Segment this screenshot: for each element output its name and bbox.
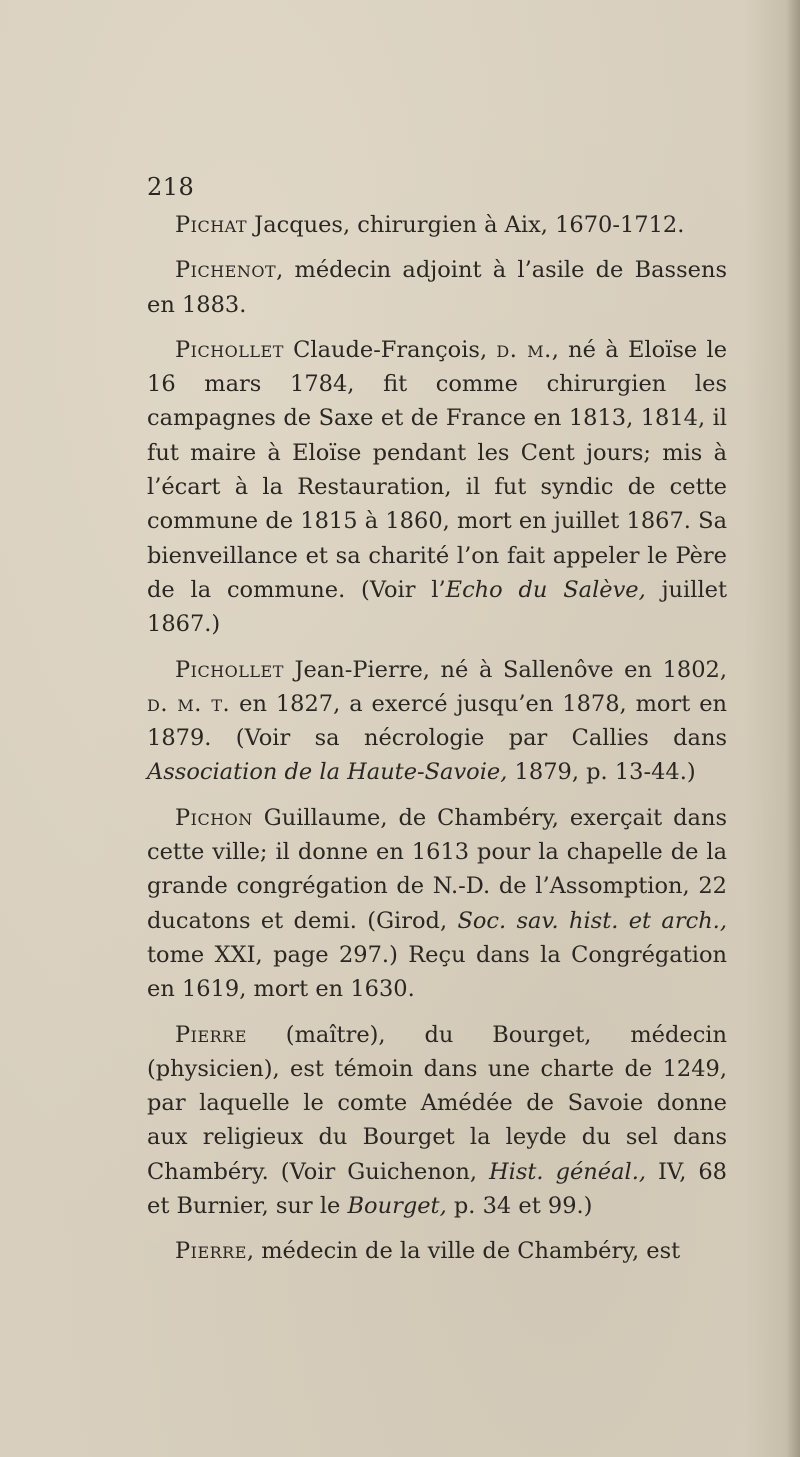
entry-name: Pierre bbox=[175, 1238, 247, 1265]
entry-text: 1879, p. 13-44.) bbox=[507, 759, 696, 786]
citation-title: Association de la Haute-Savoie, bbox=[147, 759, 508, 786]
entry-name: Pichat bbox=[175, 212, 248, 238]
entry-pierre-maitre bbox=[147, 1018, 727, 1224]
entry-text: IV, 68 et Burnier, sur le bbox=[147, 1158, 727, 1220]
entry-text: juillet 1867.) bbox=[147, 576, 727, 638]
degree-abbreviation: d. m. bbox=[496, 336, 552, 363]
citation-title: Echo du Salève, bbox=[445, 576, 646, 603]
entry-name: Pichenot bbox=[175, 257, 277, 284]
entry-text: Jacques, chirurgien à Aix, 1670-1712. bbox=[247, 212, 685, 238]
entry-text: tome XXI, page 297.) Reçu dans la Congrégation en 1619, mort en 1630. bbox=[147, 941, 727, 1003]
citation-title: Soc. sav. hist. et arch., bbox=[457, 907, 727, 934]
entry-text: , né à Eloïse le 16 mars 1784, fit comme chirurgien les campagnes de Saxe et de France en 1813, 1814, il fut maire à Eloïse pendant les Cent jours; mis à l’écart à la Restauration, il fut syndic de cette commune de 1815 à 1860, mort en juillet 1867. Sa bienveillance et sa charité l’on fait appeler le Père de la commune. (Voir l’ bbox=[147, 336, 728, 603]
text-block bbox=[147, 208, 727, 1280]
entry-pichon bbox=[147, 801, 727, 1007]
entry-name: Pierre bbox=[175, 1021, 247, 1048]
citation-title: Bourget, bbox=[347, 1193, 447, 1220]
entry-text: (maître), du Bourget, médecin (physicien), est témoin dans une charte de 1249, par laquelle le comte Amédée de Savoie donne aux religieux du Bourget la leyde du sel dans Chambéry. (Voir Guichenon, bbox=[147, 1021, 727, 1185]
entry-name: Pichollet bbox=[175, 336, 284, 363]
page-edge-shadow bbox=[786, 0, 800, 1457]
citation-title: Hist. généal., bbox=[489, 1158, 647, 1185]
entry-text: , médecin adjoint à l’asile de Bassens en 1883. bbox=[147, 257, 727, 318]
entry-text: , médecin de la ville de Chambéry, est bbox=[246, 1238, 681, 1265]
entry-name: Pichon bbox=[175, 804, 253, 831]
entry-text: en 1827, a exercé jusqu’en 1878, mort en 1879. (Voir sa nécrologie par Callies dans bbox=[147, 690, 727, 752]
page-number: 218 bbox=[147, 173, 195, 201]
entry-pichat bbox=[147, 208, 727, 242]
entry-pierre-medecin bbox=[147, 1234, 727, 1268]
entry-text: Claude-François, bbox=[283, 336, 497, 363]
entry-text: Guillaume, de Chambéry, exerçait dans cette ville; il donne en 1613 pour la chapelle de la grande congrégation de N.-D. de l’Assomption, 22 ducatons et demi. (Girod, bbox=[147, 804, 727, 934]
entry-pichollet-claude bbox=[147, 333, 727, 642]
degree-abbreviation: d. m. t. bbox=[147, 690, 231, 717]
entry-pichollet-jean-pierre bbox=[147, 653, 727, 790]
entry-text: Jean-Pierre, né à Sallenôve en 1802, bbox=[283, 656, 727, 683]
entry-pichenot bbox=[147, 253, 727, 322]
entry-name: Pichollet bbox=[175, 656, 284, 683]
entry-text: p. 34 et 99.) bbox=[446, 1193, 593, 1220]
